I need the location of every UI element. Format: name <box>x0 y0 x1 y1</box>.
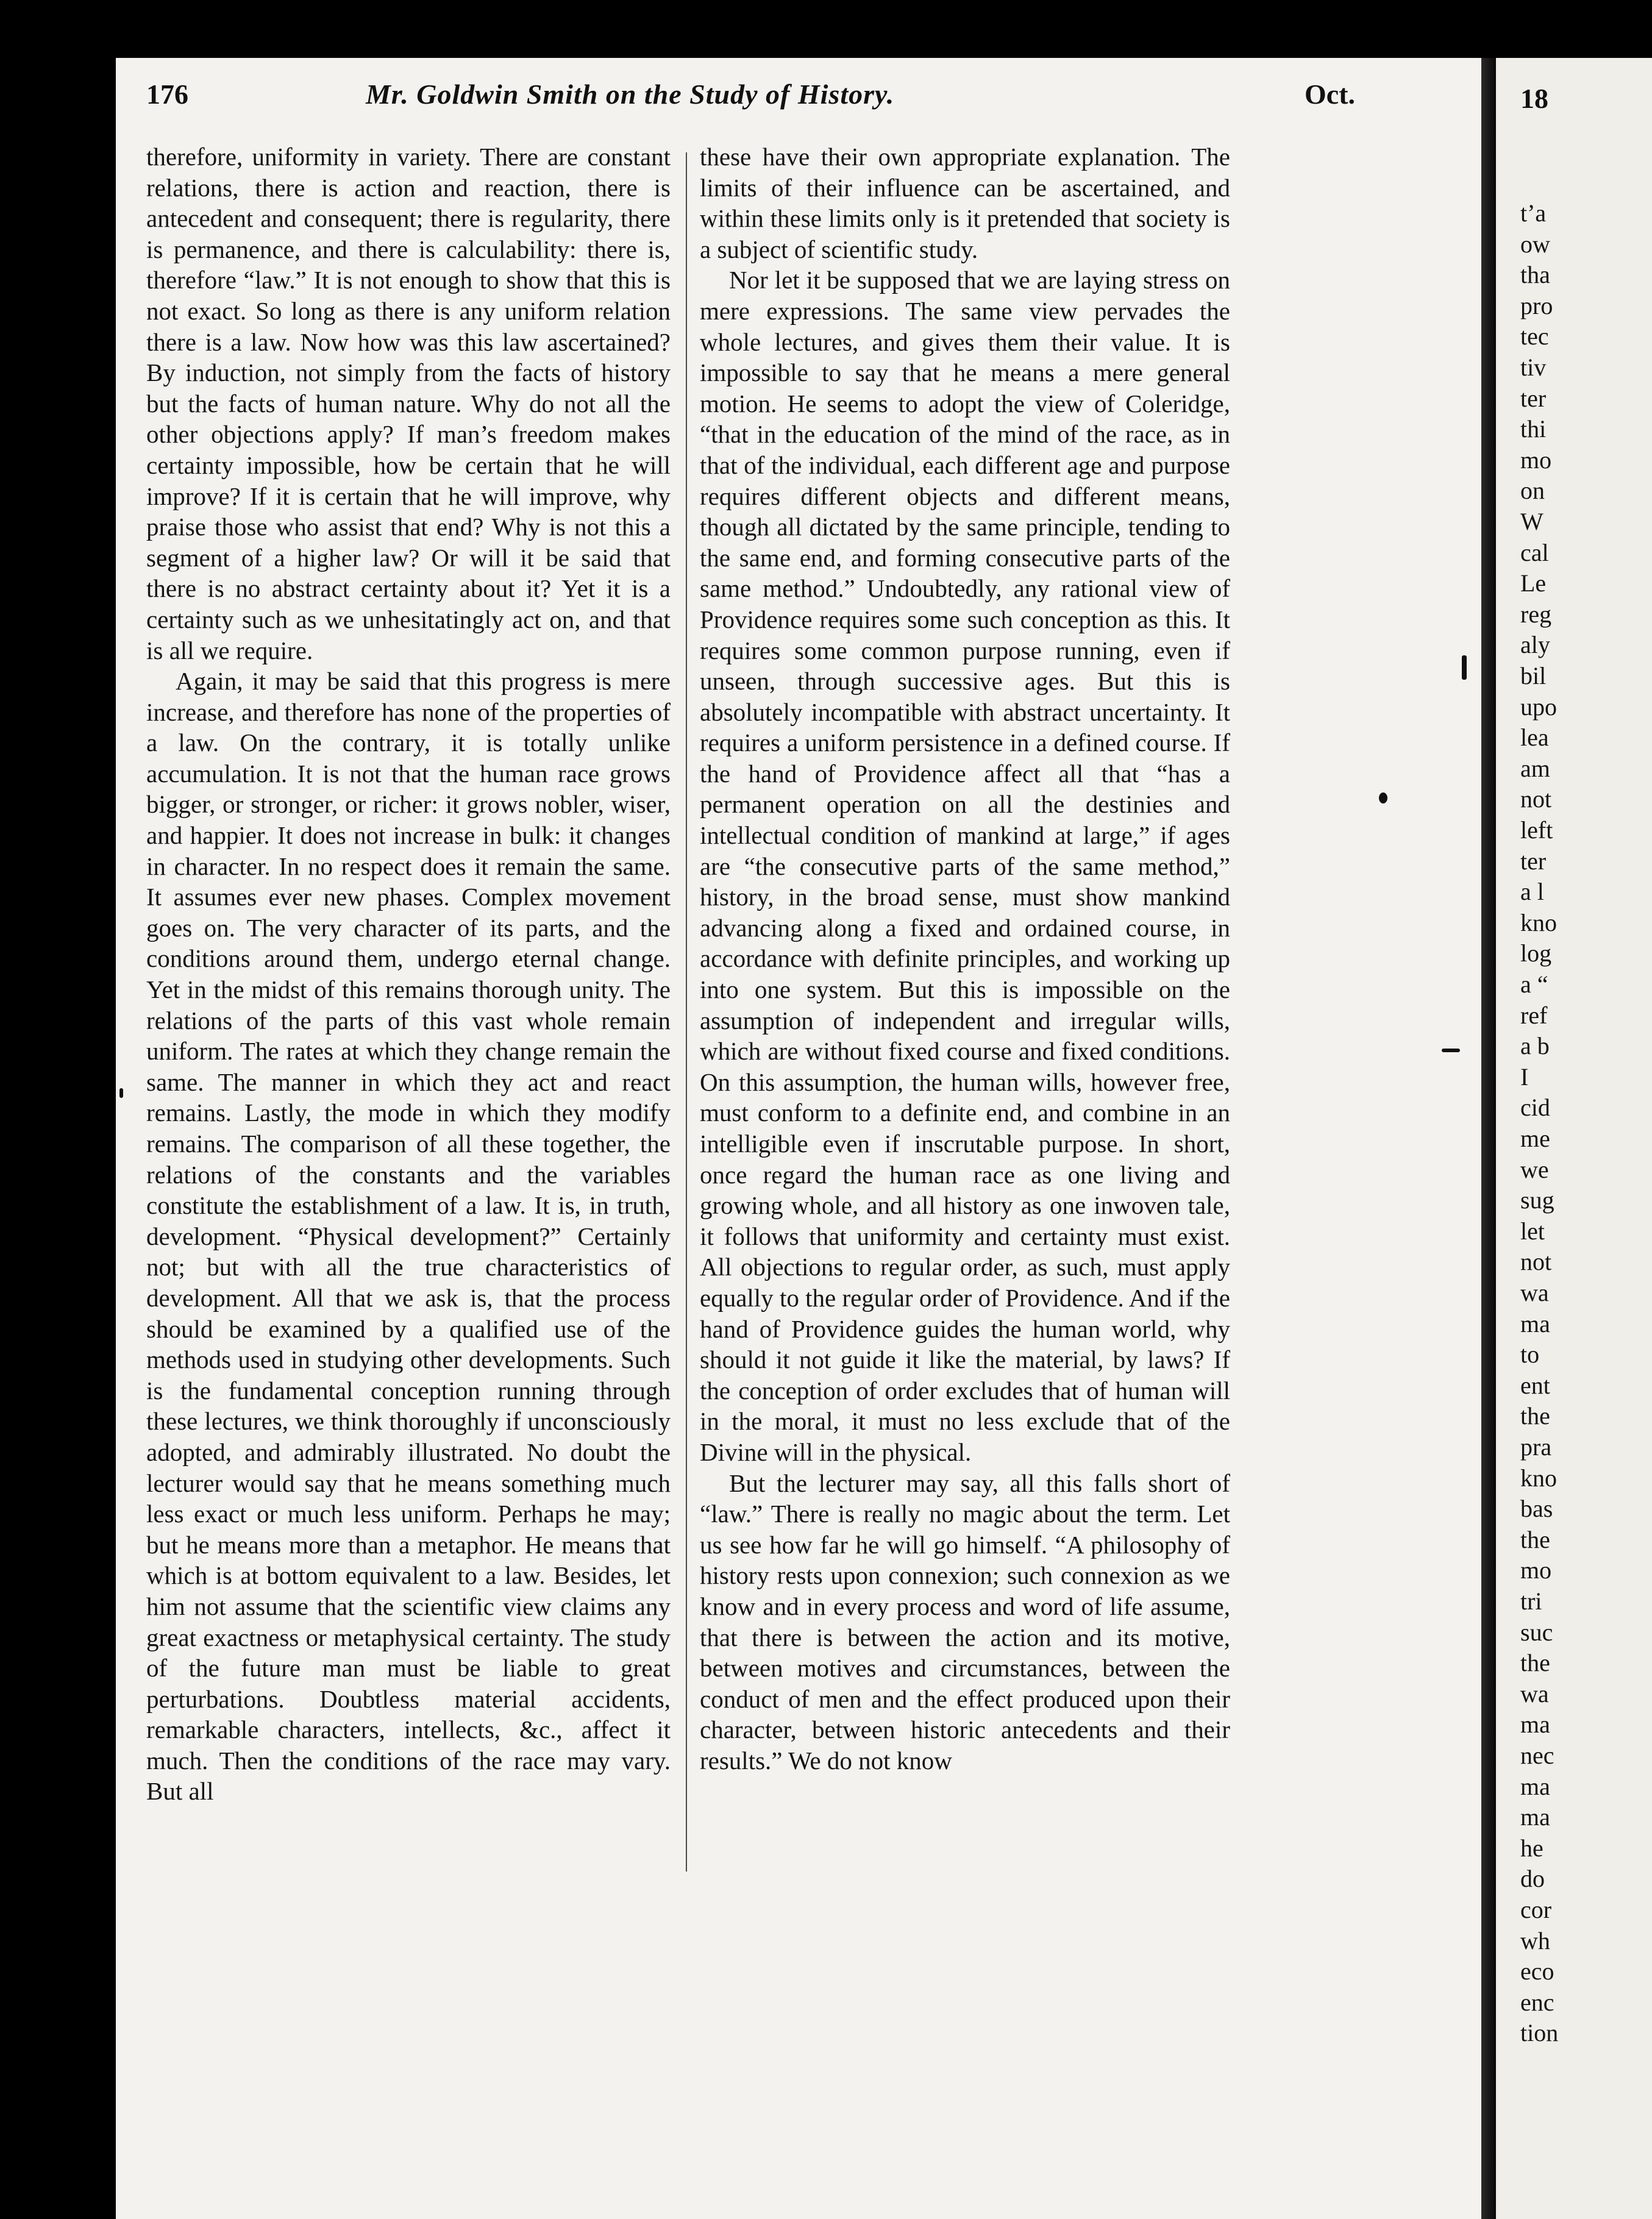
adjacent-line-fragment: pro <box>1520 291 1553 319</box>
adjacent-line-fragment: tiv <box>1520 354 1547 381</box>
adjacent-line-fragment: a l <box>1520 878 1544 906</box>
adjacent-line-fragment: ma <box>1520 1711 1550 1739</box>
adjacent-line-fragment: wa <box>1520 1679 1549 1708</box>
adjacent-line-fragment: he <box>1520 1834 1543 1862</box>
paragraph: Again, it may be said that this progress is mere increase, and therefore has none of the properties of a law. On the contrary, it is totally unlike accumulation. It is not that the human race grows bigger, or stronger, or richer: it grows nobler, wiser, and happier. It does not increase in bulk: it changes in character. In no respect does it remain the same. It assumes ever new phases. Complex movement goes on. The very character of its parts, and the conditions around them, undergo eternal change. Yet in the midst of this remains thorough unity. The relations of the parts of this vast whole remain uniform. The rates at which they change remain the same. The manner in which they act and react remains. Lastly, the mode in which they modify remains. The comparison of all these together, the relations of the constants and the variables constitute the establishment of a law. It is, in truth, development. “Physical development?” Certainly not; but with all the true characteristics of development. All that we ask is, that the process should be examined by a qualified use of the methods used in studying other developments. Such is the fundamental conception running through these lectures, we think thoroughly if unconsciously adopted, and admirably illustrated. No doubt the lecturer would say that he means something much less exact or much less uniform. Perhaps he may; but he means more than a metaphor. He means that which is at bottom equivalent to a law. Besides, let him not assume that the scientific view claims any great exactness or metaphysical certainty. The study of the future man must be liable to great perturbations. Doubtless material accidents, remarkable characters, intellects, &c., affect it much. Then the conditions of the race may vary. But all <box>146 667 671 1806</box>
adjacent-line-fragment: bil <box>1520 662 1547 689</box>
right-column <box>700 141 1230 1776</box>
adjacent-line-fragment: ent <box>1520 1371 1550 1399</box>
adjacent-line-fragment: tion <box>1520 2019 1559 2047</box>
adjacent-line-fragment: W <box>1520 508 1543 535</box>
adjacent-line-fragment: suc <box>1520 1618 1553 1646</box>
adjacent-line-fragment: lea <box>1520 724 1549 752</box>
adjacent-line-fragment: nec <box>1520 1742 1554 1769</box>
adjacent-line-fragment: mo <box>1520 446 1552 474</box>
adjacent-line-fragment: pra <box>1520 1433 1552 1461</box>
adjacent-line-fragment: do <box>1520 1865 1545 1893</box>
adjacent-line-fragment: upo <box>1520 693 1557 721</box>
adjacent-line-fragment: the <box>1520 1525 1550 1553</box>
adjacent-line-fragment: ter <box>1520 847 1547 875</box>
page-number: 176 <box>146 79 188 110</box>
adjacent-line-fragment: tec <box>1520 322 1549 351</box>
adjacent-line-fragment: a “ <box>1520 971 1548 998</box>
adjacent-line-fragment: we <box>1520 1155 1549 1183</box>
adjacent-line-fragment: am <box>1520 754 1550 782</box>
running-title: Mr. Goldwin Smith on the Study of History. <box>366 79 895 110</box>
adjacent-line-fragment: a b <box>1520 1032 1550 1060</box>
paragraph: Nor let it be supposed that we are laying stress on mere expressions. The same view pervades the whole lectures, and gives them their value. It is impossible to say that he means a mere general motion. He seems to adopt the view of Coleridge, “that in the education of the mind of the race, as in that of the individual, each different age and purpose requires different objects and different means, though all dictated by the same principle, tending to the same end, and forming consecutive parts of the same method.” Undoubtedly, any rational view of Providence requires some such conception as this. It requires some common purpose running, even if unseen, through successive ages. But this is absolutely incompatible with abstract uncertainty. It requires a uniform persistence in a defined course. If the hand of Providence affect all that “has a permanent operation on all the destinies and intellectual condition of mankind at large,” if ages are “the consecutive parts of the same method,” history, in the broad sense, must show mankind advancing along a fixed and ordained course, in accordance with definite principles, and working up into one system. But this is impossible on the assumption of independent and irregular wills, which are without fixed course and fixed conditions. On this assumption, the human wills, however free, must conform to a definite end, and combine in an intelligible even if inscrutable purpose. In short, once regard the human race as one living and growing whole, and all history as one inwoven tale, it follows that uniformity and certainty must exist. All objections to regular order, as such, must apply equally to the regular order of Providence. And if the hand of Providence guides the human world, why should it not guide it like the material, by laws? If the conception of order excludes that of human will in the moral, it must no less exclude that of the Divine will in the physical. <box>700 266 1230 1466</box>
adjacent-line-fragment: log <box>1520 939 1552 967</box>
adjacent-line-fragment: kno <box>1520 908 1557 936</box>
adjacent-line-fragment: to <box>1520 1341 1540 1369</box>
adjacent-line-fragment: Le <box>1520 569 1547 597</box>
paragraph: therefore, uniformity in variety. There are constant relations, there is action and reaction, there is antecedent and consequent; there is regularity, there is permanence, and there is calculability: there is, therefore “law.” It is not enough to show that this is not exact. So long as there is any uniform relation there is a law. Now how was this law ascertained? By induction, not simply from the facts of history but the facts of human nature. Why do not all the other objections apply? If man’s freedom makes certainty impossible, how be certain that he will improve? If it is certain that he will improve, why praise those who assist that end? Why is not this a segment of a higher law? Or will it be said that there is no abstract certainty about it? Yet it is a certainty such as we unhesitatingly act on, and that is all we require. <box>146 143 671 664</box>
adjacent-line-fragment: ter <box>1520 384 1547 412</box>
adjacent-line-fragment: bas <box>1520 1495 1553 1523</box>
running-month: Oct. <box>1305 79 1356 110</box>
adjacent-page-fragment <box>1496 58 1652 2219</box>
adjacent-line-fragment: the <box>1520 1649 1550 1677</box>
adjacent-line-fragment: wh <box>1520 1926 1550 1954</box>
adjacent-line-fragment: ref <box>1520 1001 1548 1029</box>
paragraph: But the lecturer may say, all this falls short of “law.” There is really no magic about the term. Let us see how far he will go himself. “A philosophy of history rests upon connexion; such connexion as we know and in every process and word of life assume, that there is between the action and its motive, between motives and circumstances, between the conduct of men and the effect produced upon their character, between historic antecedents and their results.” We do not know <box>700 1469 1230 1775</box>
ink-speck <box>119 1088 123 1098</box>
adjacent-line-fragment: ow <box>1520 230 1550 258</box>
adjacent-line-fragment: not <box>1520 785 1552 813</box>
adjacent-line-fragment: tha <box>1520 261 1550 289</box>
adjacent-line-fragment: tri <box>1520 1587 1542 1615</box>
ink-speck <box>1379 793 1387 803</box>
column-divider <box>686 152 687 1872</box>
ink-speck <box>1442 1049 1460 1052</box>
adjacent-line-fragment: the <box>1520 1402 1550 1430</box>
adjacent-line-fragment: reg <box>1520 600 1552 628</box>
adjacent-page-number: 18 <box>1520 83 1548 114</box>
adjacent-line-fragment: left <box>1520 816 1553 844</box>
adjacent-line-fragment: aly <box>1520 631 1550 659</box>
adjacent-line-fragment: ma <box>1520 1309 1550 1337</box>
adjacent-line-fragment: thi <box>1520 415 1547 443</box>
adjacent-line-fragment: let <box>1520 1217 1545 1245</box>
adjacent-line-fragment: kno <box>1520 1464 1557 1492</box>
adjacent-line-fragment: t’a <box>1520 199 1547 227</box>
ink-speck <box>1462 655 1467 680</box>
adjacent-line-fragment: on <box>1520 477 1545 505</box>
adjacent-line-fragment: me <box>1520 1125 1550 1152</box>
adjacent-line-fragment: ma <box>1520 1803 1550 1831</box>
adjacent-line-fragment: cid <box>1520 1094 1550 1122</box>
adjacent-line-fragment: enc <box>1520 1988 1554 2016</box>
adjacent-line-fragment: cal <box>1520 538 1549 566</box>
adjacent-line-fragment: eco <box>1520 1957 1554 1986</box>
adjacent-line-fragment: not <box>1520 1248 1552 1276</box>
page-gutter <box>1481 58 1496 2219</box>
paragraph: these have their own appropriate explanation. The limits of their influence can be ascertained, and within these limits only is it pretended that society is a subject of scientific study. <box>700 143 1230 263</box>
adjacent-line-fragment: wa <box>1520 1279 1549 1306</box>
left-column <box>146 141 671 1807</box>
adjacent-line-fragment: sug <box>1520 1186 1554 1214</box>
adjacent-line-fragment: mo <box>1520 1556 1552 1584</box>
adjacent-line-fragment: cor <box>1520 1896 1552 1923</box>
adjacent-line-fragment: ma <box>1520 1772 1550 1800</box>
adjacent-line-fragment: I <box>1520 1063 1529 1091</box>
